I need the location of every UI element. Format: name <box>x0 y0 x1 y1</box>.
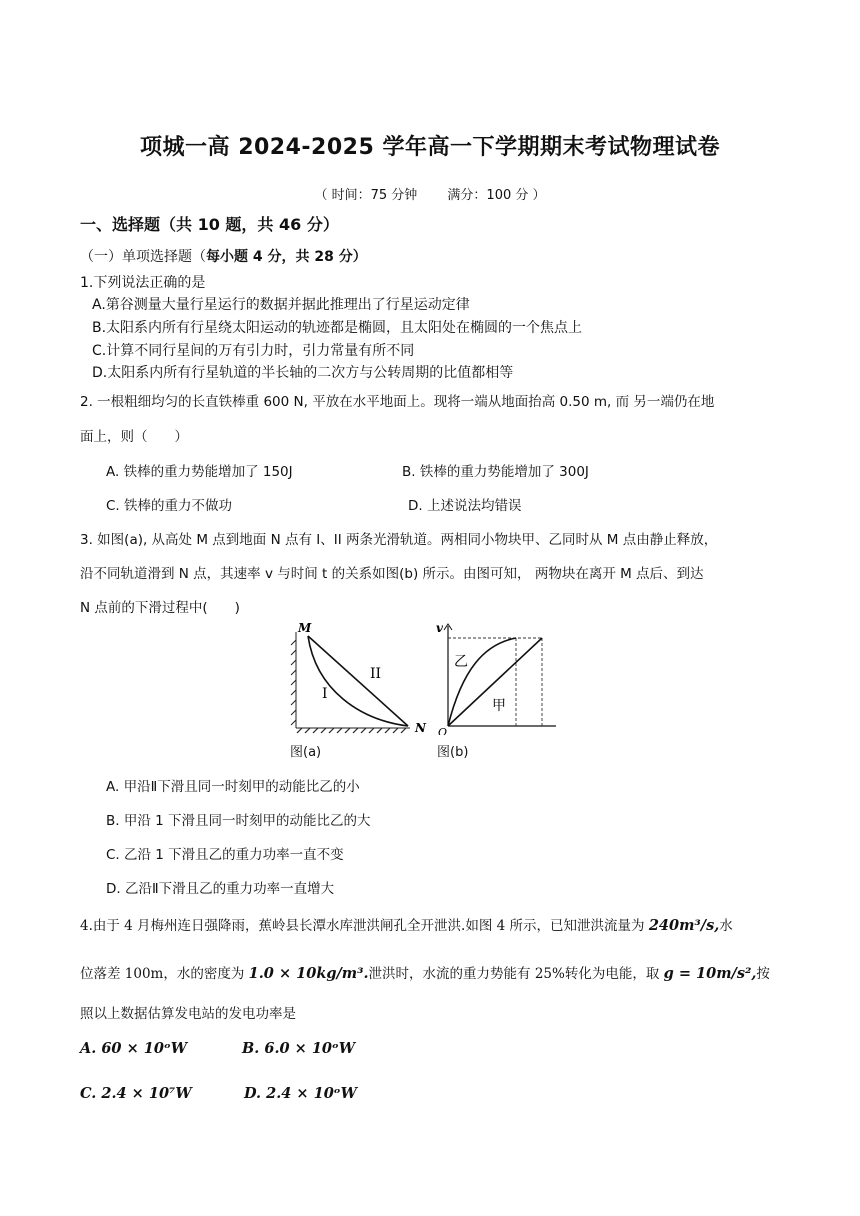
figure-b-velocity-graph <box>434 620 564 735</box>
q1-option-a: A.第谷测量大量行星运行的数据并据此推理出了行星运动定律 <box>92 297 470 313</box>
q1-option-d: D.太阳系内所有行星轨道的半长轴的二次方与公转周期的比值都相等 <box>92 365 514 381</box>
q4-text-end: 按 <box>756 966 770 982</box>
q4-flow-rate: 240m³/s, <box>648 917 720 934</box>
page-title: 项城一高 2024-2025 学年高一下学期期末考试物理试卷 <box>140 135 720 160</box>
q1-option-b: B.太阳系内所有行星绕太阳运动的轨迹都是椭圆，且太阳处在椭圆的一个焦点上 <box>92 320 583 336</box>
figure-a-label-i: I <box>322 686 328 702</box>
q1-option-c: C.计算不同行星间的万有引力时，引力常量有所不同 <box>92 343 415 359</box>
subsection-heading <box>80 246 367 266</box>
q4-gravity: g = 10m/s², <box>663 965 757 982</box>
figure-b-label-o: O <box>438 726 448 735</box>
q4-density: 1.0 × 10kg/m³. <box>248 965 369 982</box>
q3-option-d: D. 乙沿Ⅱ下滑且乙的重力功率一直增大 <box>106 881 335 897</box>
q4-option-b: B. 6.0 × 10ᵒW <box>242 1040 356 1057</box>
figure-b-label-yi: 乙 <box>454 654 468 670</box>
q4-option-d: D. 2.4 × 10ᵒW <box>244 1085 357 1102</box>
q4-text: 4.由于 4 月梅州连日强降雨，蕉岭县长潭水库泄洪闸孔全开泄洪.如图 4 所示，已知泄洪流量为 <box>80 918 645 934</box>
figure-a-label-n: N <box>415 721 426 735</box>
q2-option-c: C. 铁棒的重力不做功 <box>106 498 233 514</box>
q3-stem-line3: N 点前的下滑过程中( ) <box>80 600 240 616</box>
figure-b-caption: 图(b) <box>437 745 469 760</box>
figure-a-tracks <box>290 620 430 735</box>
q2-option-d: D. 上述说法均错误 <box>408 498 522 514</box>
q4-text: 位落差 100m，水的密度为 <box>80 966 245 982</box>
figure-b-label-jia: 甲 <box>492 698 506 714</box>
q3-option-c: C. 乙沿 1 下滑且乙的重力功率一直不变 <box>106 847 344 863</box>
section-heading: 一、选择题（共 10 题，共 46 分） <box>80 215 339 234</box>
q3-stem-line2: 沿不同轨道滑到 N 点，其速率 v 与时间 t 的关系如图(b) 所示。由图可知， 两物块在离开 M 点后、到达 <box>80 566 704 582</box>
q4-text: 泄洪时，水流的重力势能有 25%转化为电能，取 <box>368 966 660 982</box>
q4-stem-line2 <box>80 962 770 982</box>
figure-a-label-ii: II <box>370 666 382 682</box>
subsection-score: 每小题 4 分，共 28 分） <box>206 249 367 265</box>
q3-stem-line1: 3. 如图(a), 从高处 M 点到地面 N 点有 I、II 两条光滑轨道。两相同小物块甲、乙同时从 M 点由静止释放， <box>80 532 718 548</box>
q4-option-c: C. 2.4 × 10⁷W <box>80 1085 192 1102</box>
figure-a-label-m: M <box>298 621 312 635</box>
q3-option-b: B. 甲沿 1 下滑且同一时刻甲的动能比乙的大 <box>106 813 371 829</box>
q4-option-a: A. 60 × 10ᵒW <box>80 1040 188 1057</box>
q4-stem-line1 <box>80 914 733 934</box>
q2-stem-line1: 2. 一根粗细均匀的长直铁棒重 600 N, 平放在水平地面上。现将一端从地面抬高 0.50 m, 而 另一端仍在地 <box>80 394 715 410</box>
q3-option-a: A. 甲沿Ⅱ下滑且同一时刻甲的动能比乙的小 <box>106 779 360 795</box>
q4-stem-line3: 照以上数据估算发电站的发电功率是 <box>80 1006 296 1022</box>
subsection-label: （一）单项选择题（ <box>80 249 206 265</box>
q2-option-a: A. 铁棒的重力势能增加了 150J <box>106 464 293 480</box>
q1-stem: 1.下列说法正确的是 <box>80 275 206 291</box>
figure-a-caption: 图(a) <box>290 745 322 760</box>
figure-b-label-v: v <box>436 621 443 635</box>
exam-info: （ 时间：75 分钟 满分：100 分 ） <box>314 188 546 203</box>
q2-option-b: B. 铁棒的重力势能增加了 300J <box>402 464 589 480</box>
q4-text-end: 水 <box>719 918 733 934</box>
q2-stem-line2: 面上，则（ ） <box>80 429 188 445</box>
